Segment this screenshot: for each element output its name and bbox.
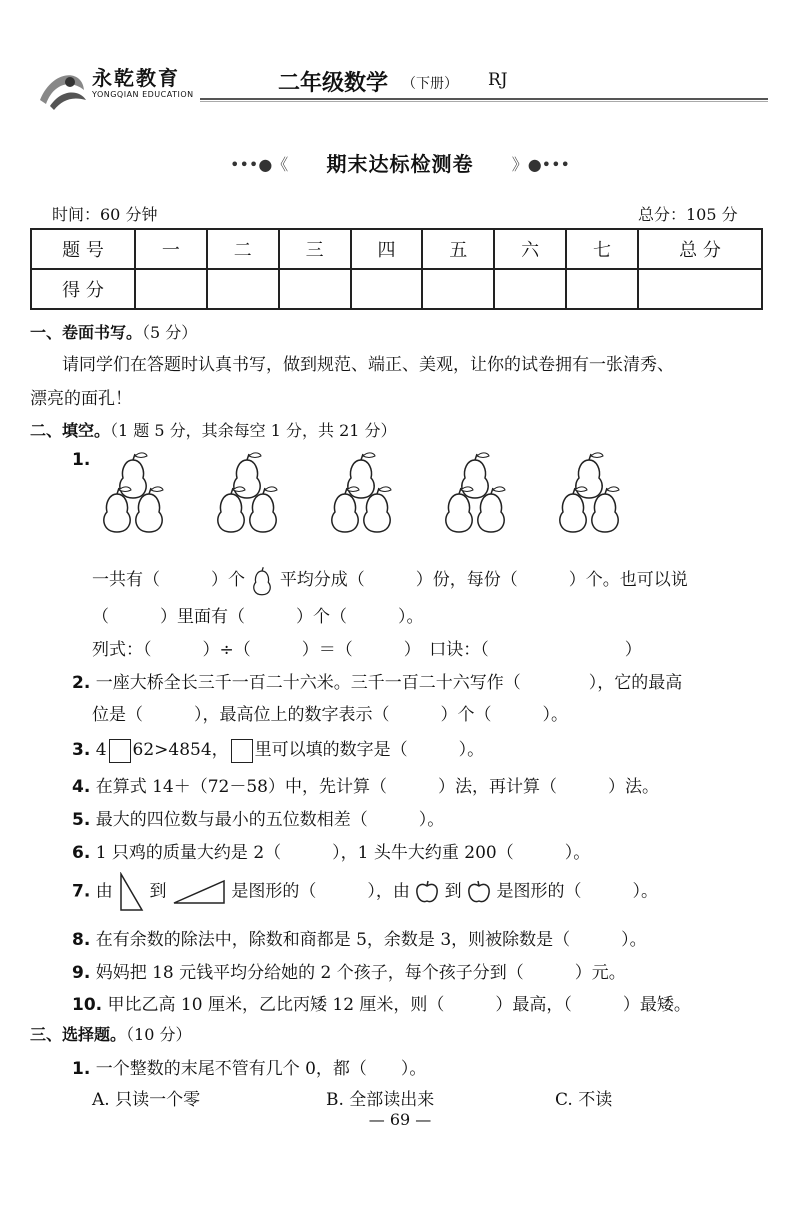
brand-name-en: YONGQIAN EDUCATION (92, 90, 194, 99)
header-cell: 二 (207, 229, 279, 269)
pear-icon (446, 453, 505, 532)
pear-icon (332, 453, 391, 532)
apple-icon (467, 880, 491, 904)
q2-line2: 位是（ ），最高位上的数字表示（ ）个（ ）。 (92, 705, 568, 725)
q5-line: 5. 最大的四位数与最小的五位数相差（ ）。 (72, 810, 445, 830)
blank-box[interactable] (231, 739, 253, 763)
section1-title: 一、卷面书写。 (30, 323, 143, 342)
score-table (30, 228, 763, 310)
section2-title: 二、填空。 (30, 421, 111, 440)
page-header (0, 0, 800, 120)
edition-label: RJ (488, 70, 508, 90)
section3-score: （10 分） (126, 1025, 192, 1044)
header-cell: 一 (135, 229, 207, 269)
q1-line2: （ ）里面有（ ）个（ ）。 (92, 607, 424, 627)
s3-q1-line: 1. 一个整数的末尾不管有几个 0，都（ ）。 (72, 1059, 427, 1079)
score-cell[interactable] (279, 269, 351, 309)
score-table-score-row (31, 269, 762, 309)
brand-name: 永乾教育 (92, 66, 180, 90)
header-cell: 题 号 (31, 229, 135, 269)
section3-title: 三、选择题。 (30, 1025, 127, 1044)
header-rule-thin (200, 101, 768, 102)
pear-icon (218, 453, 277, 532)
option-a[interactable]: A. 只读一个零 (92, 1090, 201, 1110)
score-cell[interactable] (494, 269, 566, 309)
option-c[interactable]: C. 不读 (555, 1090, 613, 1110)
q9-line: 9. 妈妈把 18 元钱平均分给她的 2 个孩子，每个孩子分到（ ）元。 (72, 963, 626, 983)
q1-number: 1. (72, 450, 91, 470)
left-ornament-icon: •••●《 (230, 155, 289, 174)
pear-icon (250, 566, 274, 596)
q10-line: 10. 甲比乙高 10 厘米，乙比丙矮 12 厘米，则（ ）最高，（ ）最矮。 (72, 995, 691, 1015)
header-cell: 三 (279, 229, 351, 269)
q2-line1: 2. 一座大桥全长三千一百二十六米。三千一百二十六写作（ ），它的最高 (72, 673, 683, 693)
header-cell: 六 (494, 229, 566, 269)
option-b[interactable]: B. 全部读出来 (326, 1090, 435, 1110)
score-cell[interactable] (207, 269, 279, 309)
blank-box[interactable] (109, 739, 131, 763)
score-cell[interactable] (135, 269, 207, 309)
q6-line: 6. 1 只鸡的质量大约是 2（ ），1 头牛大约重 200（ ）。 (72, 843, 591, 863)
q4-line: 4. 在算式 14＋（72－58）中，先计算（ ）法，再计算（ ）法。 (72, 777, 660, 797)
score-cell[interactable] (351, 269, 423, 309)
score-table-header-row (31, 229, 762, 269)
q8-line: 8. 在有余数的除法中，除数和商都是 5，余数是 3，则被除数是（ ）。 (72, 930, 647, 950)
section1-text1: 请同学们在答题时认真书写，做到规范、端正、美观，让你的试卷拥有一张清秀、 (62, 355, 674, 375)
score-row-label: 得 分 (31, 269, 135, 309)
total-score-label: 总分：105 分 (638, 205, 738, 224)
exam-title-banner (230, 148, 570, 178)
section3-heading (30, 1022, 191, 1045)
volume-label: （下册） (402, 76, 458, 92)
pear-icon (104, 453, 163, 532)
section2-score: （1 题 5 分，其余每空 1 分，共 21 分） (110, 421, 397, 440)
q7-line: 7. 由 到 是图形的（ ），由 到 是图形的（ ）。 (72, 872, 658, 912)
header-cell: 七 (566, 229, 638, 269)
section1-text2: 漂亮的面孔！ (30, 389, 132, 409)
q1-line3: 列式：（ ）÷（ ）＝（ ） 口诀：（ ） (92, 640, 642, 660)
pear-icon (560, 453, 619, 532)
header-rule (200, 98, 768, 100)
apple-icon (415, 880, 439, 904)
score-cell[interactable] (566, 269, 638, 309)
section1-score: （5 分） (142, 323, 198, 342)
triangle-icon (118, 872, 144, 912)
score-cell[interactable] (422, 269, 494, 309)
header-cell: 总 分 (638, 229, 762, 269)
parallelogram-icon (172, 879, 226, 905)
pears-illustration (95, 452, 655, 542)
header-cell: 五 (422, 229, 494, 269)
section2-heading (30, 418, 397, 441)
page-number: — 69 — (368, 1110, 432, 1129)
section1-heading (30, 320, 197, 343)
time-label: 时间：60 分钟 (52, 205, 158, 224)
q1-line1: 一共有（ ）个 平均分成（ ）份，每份（ ）个。也可以说 (92, 565, 688, 596)
header-cell: 四 (351, 229, 423, 269)
q3-line: 3. 4 62>4854， 里可以填的数字是（ ）。 (72, 735, 484, 763)
score-cell[interactable] (638, 269, 762, 309)
subject-title: 二年级数学 (278, 71, 389, 96)
exam-title: 期末达标检测卷 (326, 152, 474, 176)
right-ornament-icon: 》●••• (511, 155, 570, 174)
